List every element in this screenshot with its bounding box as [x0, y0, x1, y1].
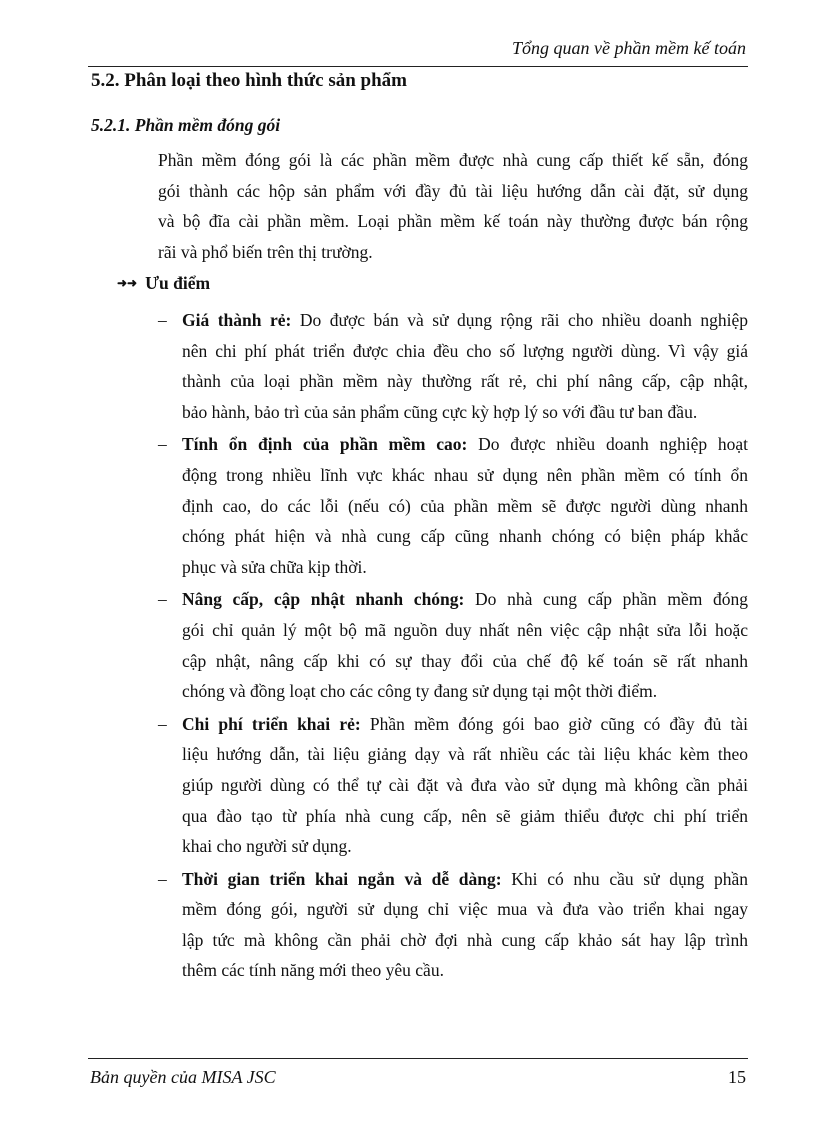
dash-bullet: –	[158, 310, 167, 330]
advantages-list	[158, 305, 748, 988]
item-line: cập nhật, nâng cấp khi có sự thay đổi của chế độ kế toán sẽ rất nhanh	[182, 650, 748, 671]
item-line: gói chỉ quản lý một bộ mã nguồn duy nhất nên việc cập nhật sửa lỗi hoặc	[182, 619, 748, 640]
list-item	[158, 584, 748, 706]
dash-bullet: –	[158, 868, 167, 889]
item-line: thành của loại phần mềm này thường rất rẻ, chi phí nâng cấp, cập nhật,	[182, 371, 748, 392]
list-item	[158, 864, 748, 986]
item-bold-label: Tính ổn định của phần mềm cao:	[182, 434, 468, 455]
advantages-heading	[117, 273, 210, 294]
section-title: 5.2. Phân loại theo hình thức sản phẩm	[91, 70, 408, 91]
paragraph-line: rãi và phổ biến trên thị trường.	[158, 241, 373, 262]
item-line: định cao, do các lỗi (nếu có) của phần mềm sẽ được người dùng nhanh	[182, 495, 748, 516]
double-arrow-icon: ➜➜	[117, 276, 138, 290]
item-line: chóng và đồng loạt cho các công ty đang sử dụng tại một thời điểm.	[182, 681, 658, 702]
item-bold-label: Nâng cấp, cập nhật nhanh chóng:	[182, 589, 465, 610]
item-line: nên chi phí phát triển được chia đều cho số lượng người dùng. Vì vậy giá	[182, 340, 748, 361]
list-item	[158, 305, 748, 427]
page-number: 15	[728, 1067, 746, 1087]
item-bold-label: Thời gian triển khai ngắn và dễ dàng:	[182, 868, 502, 889]
item-text: Khi có nhu cầu sử dụng phần	[501, 868, 748, 889]
list-item	[158, 429, 748, 582]
intro-paragraph	[158, 145, 748, 267]
paragraph-line: và bộ đĩa cài phần mềm. Loại phần mềm kế toán này thường được bán rộng	[158, 211, 748, 232]
page-header	[88, 32, 748, 67]
item-line: qua đào tạo từ phía nhà cung cấp, nên sẽ giảm thiểu được chi phí triển	[182, 805, 748, 826]
paragraph-line: Phần mềm đóng gói là các phần mềm được nhà cung cấp thiết kế sẵn, đóng	[158, 150, 748, 170]
item-text: Do nhà cung cấp phần mềm đóng	[464, 589, 749, 610]
dash-bullet: –	[158, 589, 167, 610]
item-line: lập tức mà không cần phải chờ đợi nhà cung cấp khảo sát hay lập trình	[182, 929, 748, 950]
item-bold-label: Giá thành rẻ:	[182, 310, 292, 330]
item-text: Phần mềm đóng gói bao giờ cũng có đầy đủ tài	[360, 713, 749, 734]
item-line: khai cho người sử dụng.	[182, 836, 352, 857]
dash-bullet: –	[158, 434, 167, 455]
item-bold-label: Chi phí triển khai rẻ:	[182, 713, 361, 734]
advantages-heading-label: Ưu điểm	[145, 273, 211, 293]
subsection-title: 5.2.1. Phần mềm đóng gói	[91, 115, 281, 135]
dash-bullet: –	[158, 713, 167, 734]
item-text: Do được nhiều doanh nghiệp hoạt	[467, 434, 748, 455]
item-line: bảo hành, bảo trì của sản phẩm cũng cực kỳ hợp lý so với đầu tư ban đầu.	[182, 401, 698, 422]
item-line: phục và sửa chữa kịp thời.	[182, 556, 367, 577]
item-line: thêm các tính năng mới theo yêu cầu.	[182, 960, 444, 981]
paragraph-line: gói thành các hộp sản phẩm với đầy đủ tài liệu hướng dẫn cài đặt, sử dụng	[158, 180, 748, 201]
item-line: chóng phát hiện và nhà cung cấp cũng nhanh chóng có biện pháp khắc	[182, 526, 748, 547]
item-line: giúp người dùng có thể tự cài đặt và đưa vào sử dụng mà không cần phải	[182, 774, 748, 795]
item-line: động trong nhiều lĩnh vực khác nhau sử dụng nên phần mềm có tính ổn	[182, 464, 748, 485]
item-line: mềm đóng gói, người sử dụng chỉ việc mua và đưa vào triển khai ngay	[182, 899, 748, 920]
footer-copyright: Bản quyền của MISA JSC	[90, 1067, 276, 1087]
item-line: liệu hướng dẫn, tài liệu giảng dạy và rất nhiều các tài liệu khác kèm theo	[182, 744, 748, 765]
list-item	[158, 709, 748, 862]
header-title: Tổng quan về phần mềm kế toán	[512, 38, 746, 58]
page-footer	[88, 1058, 748, 1099]
item-text: Do được bán và sử dụng rộng rãi cho nhiều doanh nghiệp	[291, 310, 748, 330]
